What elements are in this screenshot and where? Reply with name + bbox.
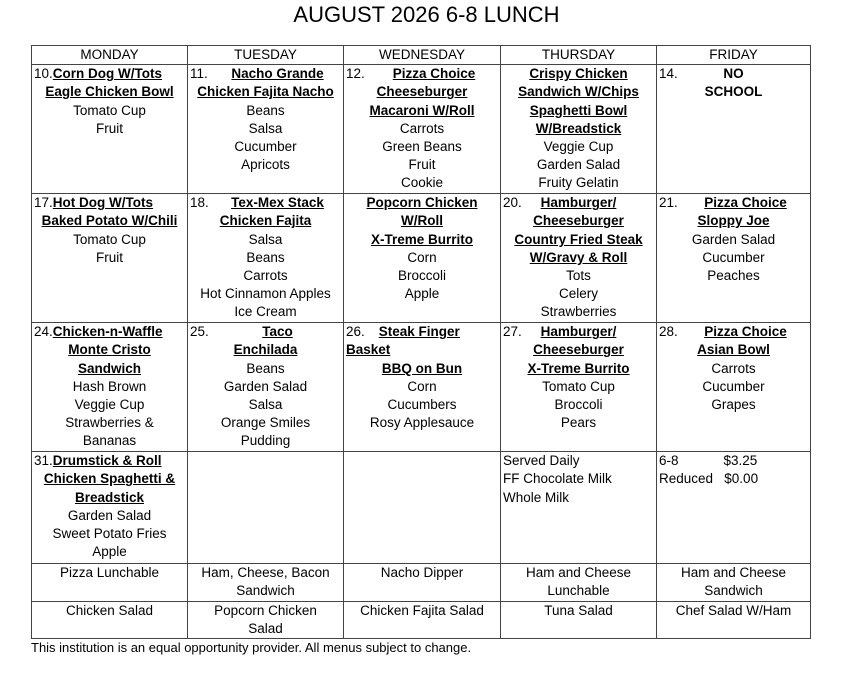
day-cell [501, 323, 657, 452]
day-cell [32, 323, 188, 452]
day-cell [32, 452, 188, 564]
day-number: 10. [34, 66, 53, 82]
menu-item-line: Sandwich [77, 360, 141, 376]
menu-item-line: Garden Salad [691, 231, 776, 247]
menu-item-line: Baked Potato W/Chili [41, 213, 178, 229]
menu-item-line: Crispy Chicken [529, 66, 628, 82]
day-cell [188, 194, 344, 323]
menu-item-line: Pudding [240, 433, 291, 449]
menu-item-line: Veggie Cup [543, 139, 614, 155]
menu-item-line: Chicken Spaghetti & [43, 471, 176, 487]
menu-item-line: Tomato Cup [542, 378, 615, 394]
menu-item-line: Strawberries [540, 304, 617, 320]
menu-item-line: Orange Smiles [220, 415, 311, 431]
menu-item-line: Sandwich W/Chips [518, 84, 639, 100]
day-number: 17. [34, 195, 53, 211]
week-row [32, 323, 811, 452]
menu-item-line [659, 65, 808, 83]
menu-calendar [31, 45, 811, 639]
menu-item-line: Chicken Fajita [219, 213, 312, 229]
menu-item-line: Cucumbers [387, 397, 457, 413]
menu-item-line: Cheeseburger [533, 213, 624, 229]
alternate-option-cell: Chef Salad W/Ham [657, 601, 811, 638]
week-row [32, 194, 811, 323]
alternate-option-cell: Pizza Lunchable [32, 564, 188, 601]
menu-item-line: Spaghetti Bowl [529, 102, 628, 118]
menu-item-line: Peaches [707, 268, 760, 284]
menu-item-line: Garden Salad [223, 378, 308, 394]
day-cell [657, 452, 811, 564]
menu-item-line: Fruity Gelatin [538, 175, 619, 191]
menu-item-text: Nacho Grande [231, 66, 324, 82]
day-cell [501, 65, 657, 194]
week-row [32, 65, 811, 194]
alternate-option-cell: Ham and Cheese Lunchable [501, 564, 657, 601]
menu-item-line: Monte Cristo [68, 342, 151, 358]
menu-item-line: BBQ on Bun [381, 360, 463, 376]
menu-item-line: Tots [566, 268, 591, 284]
menu-item-line: Fruit [96, 120, 123, 136]
week-row [32, 452, 811, 564]
weekday-header: TUESDAY [188, 46, 344, 65]
menu-item-line [34, 323, 185, 341]
menu-item-line: Carrots [243, 268, 288, 284]
menu-item-line: Reduced $0.00 [659, 471, 759, 487]
day-number: 20. [503, 195, 522, 211]
day-cell [188, 452, 344, 564]
menu-item-text: Taco [262, 324, 293, 340]
menu-item-line: Celery [558, 286, 598, 302]
menu-item-line: X-Treme Burrito [370, 231, 474, 247]
day-cell [188, 65, 344, 194]
menu-item-line: Sweet Potato Fries [52, 526, 167, 542]
day-cell [32, 65, 188, 194]
day-number: 27. [503, 324, 522, 340]
day-number: 12. [346, 66, 365, 82]
day-number: 25. [190, 324, 209, 340]
menu-item-line [190, 194, 341, 212]
menu-item-line: Corn [407, 378, 437, 394]
day-cell [344, 65, 501, 194]
menu-item-text: Drumstick & Roll [52, 453, 162, 469]
menu-item-line: Macaroni W/Roll [369, 102, 475, 118]
menu-item-line [659, 323, 808, 341]
alternate-option-row [32, 564, 811, 601]
menu-item-line: Fruit [408, 157, 436, 173]
menu-item-line: Chicken Fajita Nacho [197, 84, 334, 100]
menu-item-line: W/Breadstick [535, 120, 622, 136]
weekday-header: WEDNESDAY [344, 46, 501, 65]
menu-item-text: Tex-Mex Stack [231, 195, 324, 211]
menu-item-line [190, 65, 341, 83]
alternate-option-row [32, 601, 811, 638]
menu-item-line: Sloppy Joe [697, 213, 770, 229]
alternate-option-cell: Chicken Salad [32, 601, 188, 638]
day-number: 11. [190, 66, 208, 82]
menu-item-text: Corn Dog W/Tots [52, 66, 163, 82]
alternate-option-cell: Ham and Cheese Sandwich [657, 564, 811, 601]
weekday-header-row [32, 46, 811, 65]
menu-item-line: 6-8 $3.25 [659, 453, 758, 469]
menu-item-text: Hot Dog W/Tots [52, 195, 154, 211]
alternate-option-cell: Tuna Salad [501, 601, 657, 638]
menu-item-line: Beans [246, 249, 285, 265]
menu-item-line: Apricots [241, 157, 290, 173]
menu-item-line [34, 194, 185, 212]
menu-item-line: Green Beans [382, 139, 462, 155]
menu-item-line: Whole Milk [503, 489, 570, 505]
footer-note: This institution is an equal opportunity provider. All menus subject to change. [31, 640, 472, 655]
menu-item-line [503, 194, 654, 212]
menu-item-line: Beans [246, 102, 285, 118]
menu-item-line [34, 65, 185, 83]
day-cell [32, 194, 188, 323]
menu-item-line: Bananas [82, 433, 137, 449]
menu-item-line: Cookie [400, 175, 444, 191]
menu-item-line: Corn [407, 249, 437, 265]
menu-item-line: Pears [560, 415, 597, 431]
menu-item-line: Served Daily [503, 453, 580, 469]
menu-item-text: Hamburger/ [540, 195, 617, 211]
menu-item-line: Salsa [248, 397, 283, 413]
menu-item-line: Tomato Cup [73, 102, 146, 118]
menu-item-line: Hash Brown [72, 378, 147, 394]
menu-item-line [346, 323, 498, 341]
menu-item-text: Hamburger/ [540, 324, 617, 340]
menu-item-line: Garden Salad [536, 157, 621, 173]
menu-item-line: Cheeseburger [376, 84, 468, 100]
alternate-option-cell: Ham, Cheese, Bacon Sandwich [188, 564, 344, 601]
menu-item-line: Enchilada [233, 342, 298, 358]
day-number: 21. [659, 195, 678, 211]
alternate-option-cell: Chicken Fajita Salad [344, 601, 501, 638]
menu-item-line: Fruit [96, 249, 123, 265]
weekday-header: FRIDAY [657, 46, 811, 65]
menu-item-line: Cucumber [234, 139, 297, 155]
day-cell [501, 194, 657, 323]
menu-item-line [34, 452, 185, 470]
menu-item-line: Salsa [248, 120, 283, 136]
menu-item-line [190, 323, 341, 341]
menu-item-line: Apple [404, 286, 440, 302]
page-title: AUGUST 2026 6-8 LUNCH [293, 2, 560, 27]
menu-item-text: NO [723, 66, 744, 82]
menu-item-line: Salsa [248, 231, 283, 247]
day-cell [657, 323, 811, 452]
menu-item-line: Cucumber [702, 249, 765, 265]
menu-item-text: Pizza Choice [704, 324, 787, 340]
day-number: 24. [34, 324, 53, 340]
day-cell [657, 194, 811, 323]
day-number: 28. [659, 324, 678, 340]
alternate-option-cell: Nacho Dipper [344, 564, 501, 601]
weekday-header: THURSDAY [501, 46, 657, 65]
menu-item-line: Garden Salad [67, 507, 152, 523]
day-cell [344, 452, 501, 564]
day-cell [657, 65, 811, 194]
menu-item-line: Carrots [399, 120, 445, 136]
menu-item-line [346, 65, 498, 83]
menu-item-line: Basket [346, 342, 391, 358]
menu-item-line: Breadstick [74, 489, 145, 505]
menu-item-line: Veggie Cup [74, 397, 145, 413]
menu-item-line: Eagle Chicken Bowl [45, 84, 174, 100]
menu-item-line: Asian Bowl [697, 342, 770, 358]
day-cell [501, 452, 657, 564]
day-number: 26. [346, 324, 365, 340]
menu-item-line: Cucumber [702, 378, 765, 394]
menu-item-line: Broccoli [554, 397, 603, 413]
menu-item-line: W/Roll [401, 213, 443, 229]
menu-item-line: Country Fried Steak [514, 231, 643, 247]
day-cell [188, 323, 344, 452]
menu-item-line: X-Treme Burrito [527, 360, 630, 376]
day-cell [344, 194, 501, 323]
menu-item-line: FF Chocolate Milk [503, 471, 612, 487]
day-number: 31. [34, 453, 53, 469]
menu-item-line: Cheeseburger [533, 342, 624, 358]
menu-item-line: SCHOOL [704, 84, 763, 100]
day-cell [344, 323, 501, 452]
menu-item-line: Beans [246, 360, 285, 376]
menu-item-line: Grapes [711, 397, 756, 413]
weekday-header: MONDAY [32, 46, 188, 65]
menu-item-line: Strawberries & [65, 415, 154, 431]
menu-item-line [659, 194, 808, 212]
day-number: 14. [659, 66, 678, 82]
menu-item-line [503, 323, 654, 341]
alternate-option-cell: Popcorn Chicken Salad [188, 601, 344, 638]
menu-item-text: Steak Finger [378, 324, 460, 340]
menu-item-line: Popcorn Chicken [366, 195, 478, 211]
menu-item-line: Ice Cream [234, 304, 297, 320]
day-number: 18. [190, 195, 209, 211]
menu-item-text: Pizza Choice [392, 66, 476, 82]
menu-item-text: Pizza Choice [704, 195, 787, 211]
menu-item-line: W/Gravy & Roll [529, 249, 628, 265]
menu-item-line: Hot Cinnamon Apples [200, 286, 331, 302]
menu-item-line: Tomato Cup [73, 231, 146, 247]
menu-item-line: Rosy Applesauce [369, 415, 475, 431]
menu-item-line: Broccoli [397, 268, 446, 284]
menu-item-text: Chicken-n-Waffle [52, 324, 163, 340]
menu-item-line: Apple [92, 544, 127, 560]
menu-item-line: Carrots [711, 360, 756, 376]
